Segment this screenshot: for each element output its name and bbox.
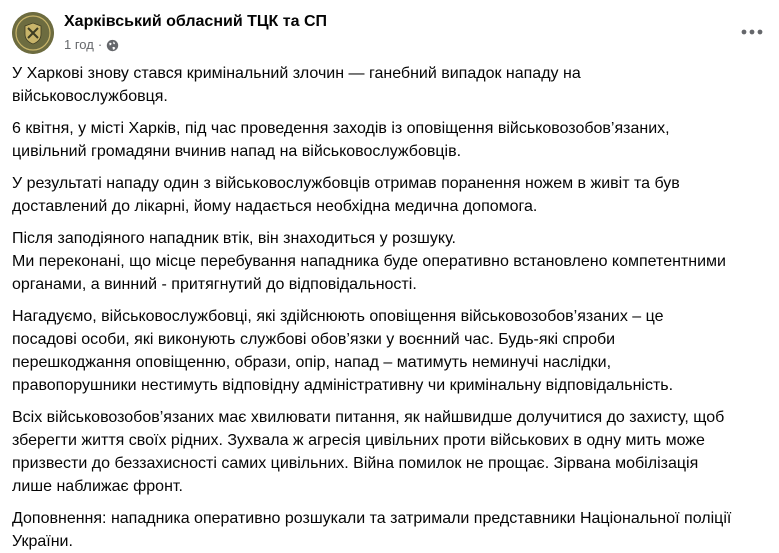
post-text-line: правопорушники нестимуть відповідну адміністративну чи кримінальну відповідальність. bbox=[12, 377, 674, 394]
page-name-link[interactable]: Харківський обласний ТЦК та СП bbox=[64, 13, 327, 30]
post-text-line: зберегти життя своїх рідних. Зухвала ж агресія цивільних проти військових в одну мить може bbox=[12, 432, 705, 449]
post-paragraph bbox=[12, 117, 772, 163]
post-text-line: органами, а винний - притягнутий до відповідальності. bbox=[12, 276, 417, 293]
post-paragraph bbox=[12, 227, 772, 296]
post-text-line: доставлений до лікарні, йому надається необхідна медична допомога. bbox=[12, 198, 538, 215]
post-text-line: Всіх військовозобов’язаних має хвилювати питання, як найшвидше долучитися до захисту, щоб bbox=[12, 409, 725, 426]
post-text-line: 6 квітня, у місті Харків, під час проведення заходів із оповіщення військовозобов’язаних, bbox=[12, 120, 670, 137]
post-text-line: Нагадуємо, військовослужбовці, які здійснюють оповіщення військовозобов’язаних – це bbox=[12, 308, 664, 325]
post-paragraph bbox=[12, 305, 772, 397]
post-text-line: України. bbox=[12, 533, 73, 550]
post-paragraph bbox=[12, 62, 772, 108]
post-text-line: У результаті нападу один з військовослужбовців отримав поранення ножем в живіт та був bbox=[12, 175, 680, 192]
post-header bbox=[0, 0, 779, 62]
post-text-line: військовослужбовця. bbox=[12, 88, 168, 105]
post-text-line: лише наближає фронт. bbox=[12, 478, 183, 495]
post-text-line: цивільний громадяни вчинив напад на військовослужбовців. bbox=[12, 143, 462, 160]
more-options-icon bbox=[741, 29, 763, 35]
post-text-line: призвести до беззахисності самих цивільних. Війна помилок не прощає. Зірвана мобілізація bbox=[12, 455, 699, 472]
post-text-line: перешкоджання оповіщенню, образи, опір, напад – матимуть неминучі наслідки, bbox=[12, 354, 612, 371]
post-text-line: У Харкові знову стався кримінальний злочин — ганебний випадок нападу на bbox=[12, 65, 581, 82]
globe-icon[interactable] bbox=[106, 39, 119, 52]
emblem-icon bbox=[12, 12, 54, 54]
post-meta bbox=[64, 36, 119, 54]
meta-separator: · bbox=[97, 37, 103, 52]
post-text bbox=[12, 62, 772, 553]
post-paragraph bbox=[12, 507, 772, 553]
post-timestamp[interactable]: 1 год bbox=[64, 37, 94, 52]
post-paragraph bbox=[12, 406, 772, 498]
more-options-button[interactable] bbox=[734, 14, 770, 50]
page-avatar[interactable] bbox=[12, 12, 54, 54]
post-text-line: Після заподіяного нападник втік, він знаходиться у розшуку. bbox=[12, 230, 456, 247]
post-text-line: посадові особи, які виконують службові обов’язки у воєнний час. Будь-які спроби bbox=[12, 331, 616, 348]
post-paragraph bbox=[12, 172, 772, 218]
post-text-line: Доповнення: нападника оперативно розшукали та затримали представники Національної поліції bbox=[12, 510, 732, 527]
post-text-line: Ми переконані, що місце перебування нападника буде оперативно встановлено компетентними bbox=[12, 253, 726, 270]
